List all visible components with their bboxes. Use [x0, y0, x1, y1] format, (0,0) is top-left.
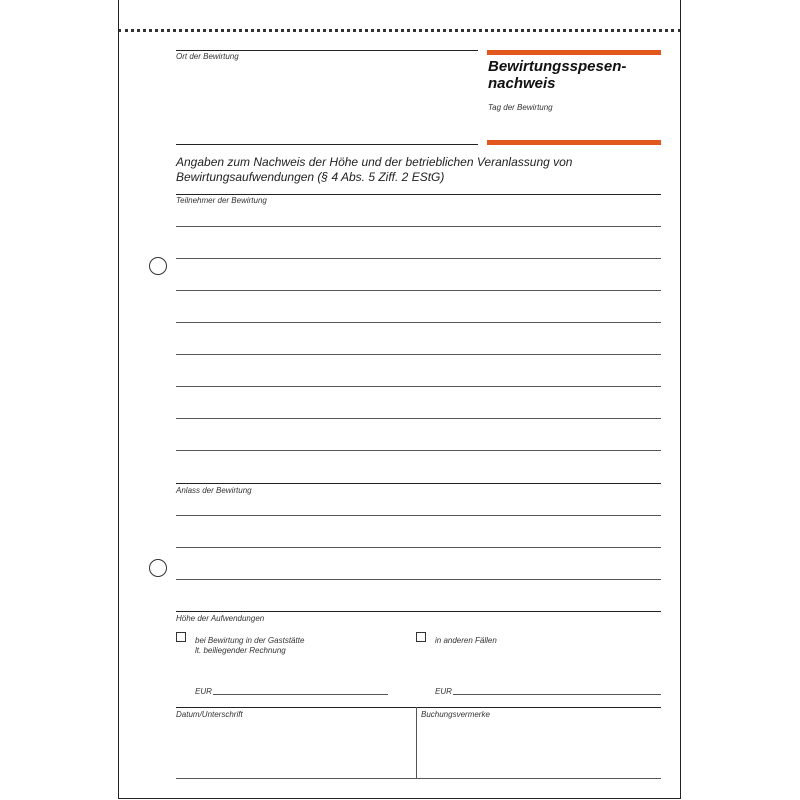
signature-line[interactable] [176, 778, 416, 779]
intro-text: Angaben zum Nachweis der Höhe und der betrieblichen Veranlassung von Bewirtungsaufwendungen (§ 4 Abs. 5 Ziff. 2 EStG) [176, 155, 573, 184]
eur-left-label: EUR [195, 687, 212, 696]
anlass-line-3[interactable] [176, 579, 661, 580]
teilnehmer-line-5[interactable] [176, 354, 661, 355]
ort-label: Ort der Bewirtung [176, 52, 239, 61]
andere-faelle-checkbox[interactable] [416, 632, 426, 642]
teilnehmer-top-rule [176, 194, 661, 195]
form-sheet [118, 0, 681, 799]
teilnehmer-line-7[interactable] [176, 418, 661, 419]
gaststaette-checkbox[interactable] [176, 632, 186, 642]
punch-hole-top [149, 257, 167, 275]
anlass-line-1[interactable] [176, 515, 661, 516]
form-title [488, 58, 663, 92]
anlass-label: Anlass der Bewirtung [176, 486, 252, 495]
eur-left-field[interactable] [213, 694, 388, 695]
andere-faelle-label: in anderen Fällen [435, 636, 497, 645]
ort-top-rule [176, 50, 478, 51]
teilnehmer-label: Teilnehmer der Bewirtung [176, 196, 267, 205]
eur-right-field[interactable] [453, 694, 661, 695]
teilnehmer-line-4[interactable] [176, 322, 661, 323]
ort-field-line[interactable] [176, 144, 478, 145]
buchung-label: Buchungsvermerke [421, 710, 490, 719]
teilnehmer-line-2[interactable] [176, 258, 661, 259]
gaststaette-checkbox-label [195, 636, 304, 656]
teilnehmer-line-6[interactable] [176, 386, 661, 387]
title-bottom-bar [487, 140, 661, 145]
tag-label: Tag der Bewirtung [488, 103, 553, 112]
title-line-1: Bewirtungsspesen- [488, 58, 627, 75]
footer-top-rule [176, 707, 661, 708]
buchung-bottom-line [416, 778, 661, 779]
hoehe-top-rule [176, 611, 661, 612]
teilnehmer-line-1[interactable] [176, 226, 661, 227]
teilnehmer-line-3[interactable] [176, 290, 661, 291]
teilnehmer-line-8[interactable] [176, 450, 661, 451]
hoehe-label: Höhe der Aufwendungen [176, 614, 265, 623]
title-top-bar [487, 50, 661, 55]
anlass-top-rule [176, 483, 661, 484]
anlass-line-2[interactable] [176, 547, 661, 548]
datum-label: Datum/Unterschrift [176, 710, 243, 719]
eur-right-label: EUR [435, 687, 452, 696]
punch-hole-bottom [149, 559, 167, 577]
title-line-2: nachweis [488, 75, 556, 92]
gaststaette-label-line-2: lt. beiliegender Rechnung [195, 646, 286, 655]
gaststaette-label-line-1: bei Bewirtung in der Gaststätte [195, 636, 305, 645]
footer-divider [416, 707, 417, 779]
